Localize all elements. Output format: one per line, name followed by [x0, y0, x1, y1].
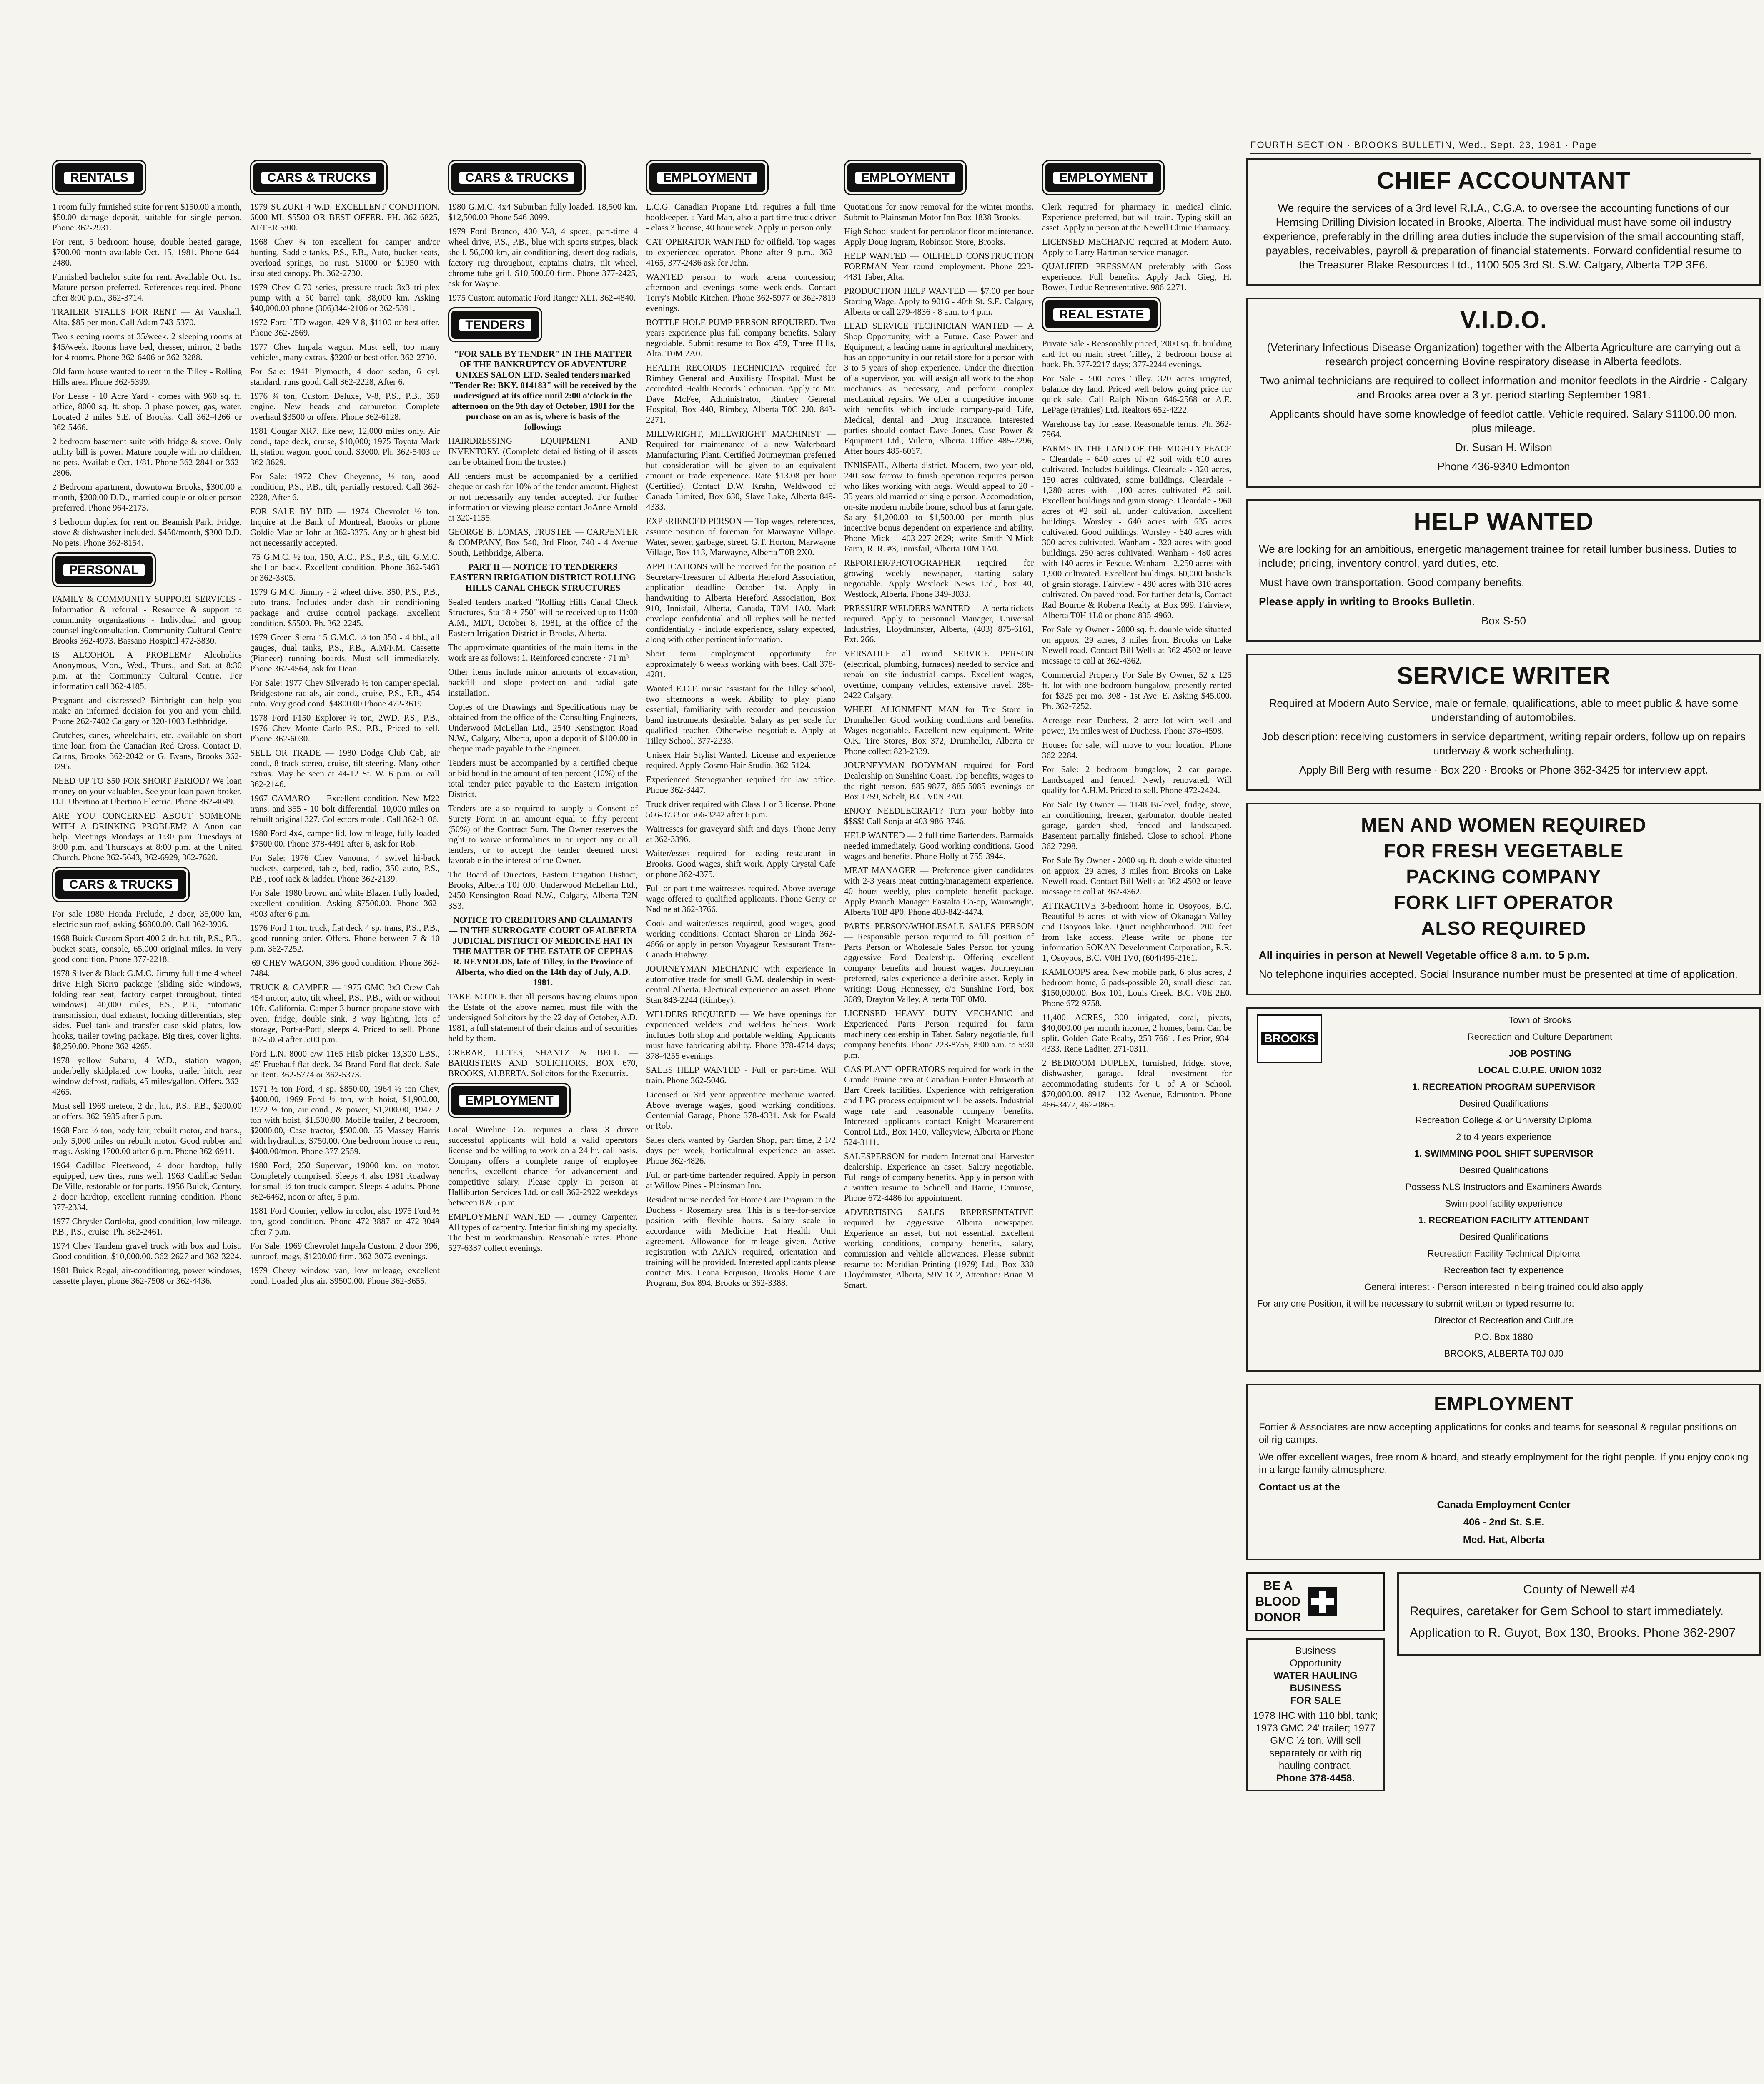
list-item: LEAD SERVICE TECHNICIAN WANTED — A Shop Opportunity, with a Future. Case Power and Equipment, a leading name in agricultural machinery, has an opportunity in our retail store for a person with 3 to 5 years of shop experience. Under the direction of a supervisor, you will assign all work to the shop mechanics as necessary, and perform complex mechanical repairs. We offer a competitive income with benefits which include company-paid Life, Medical, dental and Drug Insurance. Interested parties should contact Dave Jones, Case Power & Equipment Ltd., Vulcan, Alberta. Office 485-2296, After hours 485-6067. [844, 321, 1034, 456]
list-item: Commercial Property For Sale By Owner, 52 x 125 ft. lot with one bedroom bungalow, presently rented for $325 per mo. 308 - 1st Ave. E. Asking $45,000. Ph. 362-7252. [1042, 670, 1232, 711]
list-item: 1979 Chevy window van, low mileage, excellent cond. Loaded plus air. $9500.00. Phone 362-3655. [250, 1265, 440, 1286]
cars-ads [448, 202, 638, 303]
list-item: "FOR SALE BY TENDER" IN THE MATTER OF THE BANKRUPTCY OF ADVENTURE UNIXES SALON LTD. Sealed tenders marked "Tender Re: BKY. 014183" will be received by the undersigned at its office until 2:00 o'clock in the afternoon on the 9th day of October, 1981 for the purchase on an as is, where is basis of the following: [449, 349, 637, 432]
employment-ads [448, 1125, 638, 1253]
list-item: Waitresses for graveyard shift and days. Phone Jerry at 362-3396. [646, 824, 836, 844]
employment-heading: EMPLOYMENT [451, 1086, 567, 1115]
list-item: ADVERTISING SALES REPRESENTATIVE required by aggressive Alberta newspaper. Experience an asset, but not essential. Excellent working conditions, company benefits, salary, commission and vehicle allowances. Please submit resume to: Meridian Printing (1979) Ltd., Box 330 Lloydminster, Alberta, S9V 1C2, Attention: Brian M Smart. [844, 1207, 1034, 1290]
list-item: 1979 Ford Bronco, 400 V-8, 4 speed, part-time 4 wheel drive, P.S., P.B., blue with sports stripes, black shell. 56,000 km, air-conditioning, desert dog radials, factory rug throughout, captains chairs, tilt wheel, chrome tube grill. $10,500.00 firm. Phone 377-2425, ask for Wayne. [448, 226, 638, 288]
column-3 [448, 158, 638, 2084]
ad-title: EMPLOYMENT [1434, 1393, 1574, 1415]
list-item: 1976 Ford 1 ton truck, flat deck 4 sp. trans, P.S., P.B., good running order. Offers. Phone between 7 & 10 p.m. 362-7252. [250, 923, 440, 954]
list-item: Quotations for snow removal for the winter months. Submit to Plainsman Motor Inn Box 1838 Brooks. [844, 202, 1034, 222]
list-item: Tenders must be accompanied by a certified cheque or bid bond in the amount of ten percent (10%) of the total tender price payable to the Eastern Irrigation District. [448, 758, 638, 799]
cars-heading: CARS & TRUCKS [55, 870, 186, 899]
list-item: TAKE NOTICE that all persons having claims upon the Estate of the above named must file with the undersigned Solicitors by the 22 day of October, A.D. 1981, a full statement of their claims and of securities held by them. [448, 992, 638, 1043]
list-item: 1964 Cadillac Fleetwood, 4 door hardtop, fully equipped, new tires, runs well. 1963 Cadillac Sedan De Ville, restorable or for parts. 1956 Buick, Century, 2 door hardtop, excellent running condition. Phone 377-2334. [52, 1160, 242, 1212]
rentals-heading: RENTALS [55, 163, 143, 192]
list-item: Warehouse bay for lease. Reasonable terms. Ph. 362-7964. [1042, 419, 1232, 439]
list-item: SELL OR TRADE — 1980 Dodge Club Cab, air cond., 8 track stereo, cruise, tilt steering. Many other extras. May be seen at 44-12 St. W. 6 p.m. or call 362-2146. [250, 748, 440, 789]
ad-contact: Dr. Susan H. Wilson [1455, 441, 1552, 453]
list-item: GAS PLANT OPERATORS required for work in the Grande Prairie area at Canadian Hunter Elmworth at Barr Creek facilities. Experience with refrigeration and LPG process equipment will be assets. Industrial wage rate and reasonable company benefits. Interested applicants contact Knight Measurement Control Ltd., Box 1410, Valleyview, Alberta or Phone 524-3111. [844, 1064, 1034, 1147]
list-item: HEALTH RECORDS TECHNICIAN required for Rimbey General and Auxiliary Hospital. Must be accredited Health Records Technician. Apply to Mr. Dave McFee, Administrator, Rimbey General Hospital, Box 440, Rimbey, Alberta T0C 2J0. 843-2271. [646, 363, 836, 425]
list-item: Sealed tenders marked "Rolling Hills Canal Check Structures, Sta 18 + 750" will be received up to 11:00 A.M., MDT, October 8, 1981, at the office of the Eastern Irrigation District in Brooks, Alberta. [448, 597, 638, 638]
list-item: PART II — NOTICE TO TENDERERS EASTERN IRRIGATION DISTRICT ROLLING HILLS CANAL CHECK STRUCTURES [450, 562, 636, 593]
list-item: 1976 ¾ ton, Custom Deluxe, V-8, P.S., P.B., 350 engine. New heads and carburetor. Complete overhaul $3500 or offers. Phone 362-6128. [250, 391, 440, 422]
section-header [52, 160, 242, 195]
list-item: For Sale: 1980 brown and white Blazer. Fully loaded, excellent condition. Asking $7500.00. Phone 362-4903 after 6 p.m. [250, 888, 440, 919]
list-item: 1975 Custom automatic Ford Ranger XLT. 362-4840. [448, 293, 636, 303]
list-item: 1968 Ford ½ ton, body fair, rebuilt motor, and trans., only 5,000 miles on rebuilt motor. Good rubber and mags. Asking 1700.00 after 6 p.m. Phone 362-6911. [52, 1125, 242, 1156]
list-item: 1972 Ford LTD wagon, 429 V-8, $1100 or best offer. Phone 362-2569. [250, 317, 440, 338]
list-item: MILLWRIGHT, MILLWRIGHT MACHINIST — Required for maintenance of a new Waferboard Manufacturing Plant. Certified Journeyman preferred but consideration will be given to an equivalent amount or trade experience. Rate $13.08 per hour (Certified). Contact D.W. Krahn, Weldwood of Canada Limited, Box 630, Slave Lake, Alberta 849-4333. [646, 429, 836, 512]
list-item: Truck driver required with Class 1 or 3 license. Phone 566-3733 or 566-3242 after 6 p.m. [646, 799, 836, 819]
list-item: EMPLOYMENT WANTED — Journey Carpenter. All types of carpentry. Interior finishing my specialty. The best in workmanship. Reasonable rates. Phone 527-6337 collect evenings. [448, 1212, 638, 1253]
list-item: Unisex Hair Stylist Wanted. License and experience required. Apply Cosmo Hair Studio. 362-5124. [646, 750, 836, 770]
list-item: Cook and waiter/esses required, good wages, good working conditions. Contact Sharon or Linda 362-4666 or apply in person Voyageur Restaurant Trans-Canada Highway. [646, 918, 836, 959]
list-item: For Lease - 10 Acre Yard - comes with 960 sq. ft. office, 8000 sq. ft. shop. 3 phase power, gas, water. Located 2 miles S.E. of Brooks. Call 362-4266 or 362-5466. [52, 391, 242, 432]
list-item: APPLICATIONS will be received for the position of Secretary-Treasurer of Alberta Hereford Association, application deadline October 1st. Apply in handwriting to Alberta Hereford Association, Box 910, Innisfail, Alberta, Canada, T0M 1A0. Mark envelope confidential and all replies will be treated confidentially - include experience, salary expected, along with other pertinent information. [646, 561, 836, 644]
ad-title: V.I.D.O. [1460, 306, 1547, 333]
list-item: Short term employment opportunity for approximately 6 weeks working with bees. Call 378-4281. [646, 649, 836, 679]
list-item: All tenders must be accompanied by a certified cheque or cash for 10% of the tender amount. Highest or not necessarily any tender accepted. For further information or viewing please contact JoAnne Arnold at 320-1155. [448, 471, 638, 523]
list-item: VERSATILE all round SERVICE PERSON (electrical, plumbing, furnaces) needed to service and repair on site industrial camps. Excellent wages, overtime, company vehicles, extensive travel. 286-2422 Calgary. [844, 649, 1034, 700]
column-4 [646, 158, 836, 2084]
list-item: KAMLOOPS area. New mobile park, 6 plus acres, 2 bedroom home, 6 pads-possible 20, small diesel cat. $150,000.00. Box 101, Louis Creek, B.C. V0E 2E0. Phone 672-9758. [1042, 967, 1232, 1008]
list-item: Experienced Stenographer required for law office. Phone 362-3447. [646, 774, 836, 795]
column-6 [1042, 158, 1232, 2084]
list-item: 1978 Silver & Black G.M.C. Jimmy full time 4 wheel drive High Sierra package (sliding side windows, folding rear seat, factory carpet throughout, tinted windows). 40,000 miles, P.S., P.B., automatic transmission, dual exhaust, locking differentials, step sides. Fuel tank and transfer case skid plates, low hooks, trailer towing package. Big tires, cover lights. $8,250.00. Phone 362-4265. [52, 968, 242, 1051]
red-cross-icon [1308, 1587, 1337, 1616]
list-item: 1977 Chrysler Cordoba, good condition, low mileage. P.B., P.S., cruise. Ph. 362-2461. [52, 1216, 242, 1237]
list-item: GEORGE B. LOMAS, TRUSTEE — CARPENTER & COMPANY, Box 540, 3rd Floor, 740 - 4 Avenue South, Lethbridge, Alberta. [448, 527, 638, 558]
list-item: The approximate quantities of the main items in the work are as follows: 1. Reinforced concrete · 71 m³ [448, 642, 638, 663]
ad-body: Required at Modern Auto Service, male or female, qualifications, able to meet public & have some understanding of automobiles. [1269, 697, 1739, 724]
list-item: TRUCK & CAMPER — 1975 GMC 3x3 Crew Cab 454 motor, auto, tilt wheel, P.S., P.B., with or without 10ft. California. Camper 3 burner propane stove with oven, fridge, double sink, 3 way lighting, lots of storage, Port-a-Potti, sleeps 4. Priced to sell. Phone 362-5054 after 5:00 p.m. [250, 982, 440, 1045]
cars-ads [52, 909, 242, 1286]
list-item: For Sale - 500 acres Tilley. 320 acres irrigated, balance dry land. Priced well below going price for quick sale. Call Ralph Nixon 646-2568 or A.E. LePage (Prairies) Ltd. Realtors 652-4222. [1042, 373, 1232, 415]
ad-contact: Phone 436-9340 Edmonton [1437, 460, 1570, 473]
list-item: LICENSED HEAVY DUTY MECHANIC and Experienced Parts Person required for farm machinery dealership in Taber. Salary negotiable, full company benefits. Phone 223-8755, 8:00 a.m. to 5:30 p.m. [844, 1008, 1034, 1060]
list-item: 1979 Green Sierra 15 G.M.C. ½ ton 350 - 4 bbl., all gauges, dual tanks, P.S., P.B., A.M/F.M. Cassette (Pioneer) running boards. Must sell immediately. Phone 362-4564, ask for Dean. [250, 632, 440, 674]
ad-body: No telephone inquiries accepted. Social Insurance number must be presented at time of application. [1259, 968, 1738, 980]
list-item: For Sale By Owner - 2000 sq. ft. double wide situated on approx. 29 acres, 3 miles from Brooks on Lake Newell road. Contact Bill Wells at 362-4502 or leave message to call at 362-4362. [1042, 855, 1232, 897]
blood-donor-ad: BE A BLOOD DONOR [1246, 1572, 1385, 1631]
list-item: Furnished bachelor suite for rent. Available Oct. 1st. Mature person preferred. References required. Phone after 8:00 p.m., 362-3714. [52, 272, 242, 303]
list-item: 2 Bedroom apartment, downtown Brooks, $300.00 a month, $200.00 D.D., married couple or older person preferred. Phone 964-2173. [52, 482, 242, 513]
list-item: 1980 Ford, 250 Supervan, 19000 km. on motor. Completely comprised. Sleeps 4, also 1981 Roadway for small ½ ton truck camper. Sleeps 4 adults. Phone 362-6462, noon or after, 5 p.m. [250, 1160, 440, 1202]
list-item: BOTTLE HOLE PUMP PERSON REQUIRED. Two years experience plus full company benefits. Salary negotiable. Submit resume to Box 459, Three Hills, Alta. T0M 2A0. [646, 317, 836, 358]
list-item: CRERAR, LUTES, SHANTZ & BELL — BARRISTERS AND SOLICITORS, BOX 670, BROOKS, ALBERTA. Solicitors for the Executrix. [448, 1047, 638, 1078]
water-hauling-ad: Business Opportunity WATER HAULING BUSINESS FOR SALE 1978 IHC with 110 bbl. tank; 1973 GMC 24' trailer; 1977 GMC ½ ton. Will sell separately or with rig hauling contract. Phone 378-4458. [1246, 1638, 1385, 1791]
employment-ads [844, 202, 1034, 1290]
column-1 [52, 158, 242, 2084]
employment-ads [1042, 202, 1232, 293]
list-item: HELP WANTED — 2 full time Bartenders. Barmaids needed immediately. Good working conditions. Good wages and benefits. Phone Holly at 755-3944. [844, 830, 1034, 861]
list-item: Resident nurse needed for Home Care Program in the Duchess - Rosemary area. This is a fee-for-service position with flexible hours. Salary scale in accordance with Medicine Hat Health Unit agreement. Allowance for mileage given. Active registration with AARN required, orientation and training will be provided. Interested applicants please contact Mrs. Leona Ferguson, Brooks Home Care Program, Box 894, Brooks or 362-3388. [646, 1195, 836, 1288]
list-item: FOR SALE BY BID — 1974 Chevrolet ½ ton. Inquire at the Bank of Montreal, Brooks or phone Goldie Mae or John at 362-3375. Any or highest bid not necessarily accepted. [250, 506, 440, 548]
list-item: Sales clerk wanted by Garden Shop, part time, 2 1/2 days per week, horticultural experience an asset. Phone 362-4826. [646, 1135, 836, 1166]
list-item: Full or part-time bartender required. Apply in person at Willow Pines - Plainsman Inn. [646, 1170, 836, 1190]
list-item: NEED UP TO $50 FOR SHORT PERIOD? We loan money on your valuables. See your loan pawn broker. D.J. Ubertino at Ubertino Electric. Phone 362-4049. [52, 776, 242, 807]
list-item: Wanted E.O.F. music assistant for the Tilley school, two afternoons a week. Ability to play piano essential, familiarity with recorder and percussion band instruments desirable. Salary as per scale for qualified teacher. Otherwise negotiable. Apply at Tilley School, 377-2233. [646, 684, 836, 746]
cars-heading: CARS & TRUCKS [253, 163, 384, 192]
list-item: For rent, 5 bedroom house, double heated garage, $700.00 month available Oct. 15, 1981. Phone 644-2480. [52, 237, 242, 268]
service-writer-ad [1246, 654, 1761, 791]
list-item: For Sale: 1976 Chev Vanoura, 4 swivel hi-back buckets, carpeted, table, bed, radio, 350 auto, P.S., P.B., roof rack & ladder. Phone 362-2139. [250, 853, 440, 884]
list-item: EXPERIENCED PERSON — Top wages, references, assume position of foreman for Marwayne Village. Water, sewer, garbage, street. G.T. Horton, Marwayne Village, Box 113, Marwayne, Alberta T0B 2X0. [646, 516, 836, 557]
list-item: WHEEL ALIGNMENT MAN for Tire Store in Drumheller. Good working conditions and benefits. Wages negotiable. Excellent new equipment. Write O.K. Tire Stores, Box 372, Drumheller, Alberta or Phone collect 823-2339. [844, 704, 1034, 756]
list-item: 3 bedroom duplex for rent on Beamish Park. Fridge, stove & dishwasher included. $450/month, $300 D.D. No pets. Phone 362-8154. [52, 517, 242, 548]
list-item: 1 room fully furnished suite for rent $150.00 a month, $50.00 damage deposit, suitable for single person. Phone 362-2931. [52, 202, 242, 233]
list-item: For Sale: 1972 Chev Cheyenne, ½ ton, good condition, P.S., P.B., tilt, partially restored. Call 362-2228, After 6. [250, 471, 440, 502]
list-item: For Sale by Owner - 2000 sq. ft. double wide situated on approx. 29 acres, 3 miles from Brooks on Lake Newell road. Contact Bill Wells at 362-4502 or leave message to call at 362-4362. [1042, 624, 1232, 666]
ad-body: Must have own transportation. Good company benefits. [1259, 576, 1525, 589]
list-item: Old farm house wanted to rent in the Tilley - Rolling Hills area. Phone 362-5399. [52, 366, 242, 387]
ad-title: MEN AND WOMEN REQUIRED FOR FRESH VEGETABLE PACKING COMPANY FORK LIFT OPERATOR ALSO REQUIRED [1361, 814, 1646, 939]
list-item: 2 BEDROOM DUPLEX, furnished, fridge, stove, dishwasher, garage. Ideal investment for accommodating students for U of A or School. $70,000.00. 8917 - 132 Avenue, Edmonton. Phone 466-3477, 462-0865. [1042, 1058, 1232, 1110]
ad-title: HELP WANTED [1413, 508, 1594, 535]
brooks-logo: BROOKS [1257, 1014, 1322, 1063]
list-item: 1980 Ford 4x4, camper lid, low mileage, fully loaded $7500.00. Phone 378-4491 after 6, ask for Rob. [250, 828, 440, 849]
packing-company-ad [1246, 803, 1761, 995]
display-ads-column [1246, 158, 1761, 2084]
employment-heading: EMPLOYMENT [1045, 163, 1161, 192]
list-item: Clerk required for pharmacy in medical clinic. Experience preferred, but will train. Typing skill an asset. Apply in person at the Newell Clinic Pharmacy. [1042, 202, 1232, 233]
cars-heading: CARS & TRUCKS [451, 163, 582, 192]
list-item: The Board of Directors, Eastern Irrigation District, Brooks, Alberta T0J 0J0. Underwood McLellan Ltd., 2450 Kensington Road N.W., Calgary, Alberta T2N 3S3. [448, 869, 638, 911]
tenders-heading: TENDERS [451, 311, 539, 339]
ad-body: Job description: receiving customers in service department, writing repair orders, follow up on repairs underway & work scheduling. [1262, 730, 1746, 757]
list-item: 1979 SUZUKI 4 W.D. EXCELLENT CONDITION. 6000 MI. $5500 OR BEST OFFER. PH. 362-6825, AFTER 5:00. [250, 202, 440, 233]
help-wanted-ad [1246, 499, 1761, 642]
county-of-newell-ad: County of Newell #4 Requires, caretaker for Gem School to start immediately. Application to R. Guyot, Box 130, Brooks. Phone 362-2907 [1397, 1572, 1761, 1656]
list-item: Ford L.N. 8000 c/w 1165 Hiab picker 13,300 LBS., 45' Fruehauf flat deck. 34 Brand Ford flat deck. Sale or Rent. 362-5774 or 362-5373. [250, 1049, 440, 1080]
rentals-ads [52, 202, 242, 548]
list-item: '69 CHEV WAGON, 396 good condition. Phone 362-7484. [250, 958, 440, 978]
list-item: ENJOY NEEDLECRAFT? Turn your hobby into $$$$! Call Sonja at 403-986-3746. [844, 806, 1034, 826]
list-item: 1980 G.M.C. 4x4 Suburban fully loaded. 18,500 km. $12,500.00 Phone 546-3099. [448, 202, 638, 222]
list-item: 1981 Cougar XR7, like new, 12,000 miles only. Air cond., tape deck, cruise, $10,000; 1975 Toyota Mark II, station wagon, good cond. $3000. Ph. 362-5403 or 362-3629. [250, 426, 440, 467]
list-item: HAIRDRESSING EQUIPMENT AND INVENTORY. (Complete detailed listing of il assets can be obtained from the trustee.) [448, 436, 638, 467]
list-item: WANTED person to work arena concession; afternoon and evenings some week-ends. Contact Terry's Mobile Kitchen. Phone 362-5977 or 362-7819 evenings. [646, 272, 836, 313]
list-item: '75 G.M.C. ½ ton, 150, A.C., P.S., P.B., tilt, G.M.C. shell on back. Excellent condition. Phone 362-5463 or 362-3305. [250, 552, 440, 583]
list-item: Two sleeping rooms at 35/week. 2 sleeping rooms at $45/week. Rooms have bed, dresser, mirror, 2 baths for 4 rooms. Phone 362-6406 or 362-3288. [52, 331, 242, 362]
chief-accountant-ad [1246, 158, 1761, 286]
list-item: ARE YOU CONCERNED ABOUT SOMEONE WITH A DRINKING PROBLEM? Al-Anon can help. Meetings Mondays at 1:30 p.m. Tuesdays at 8:00 p.m. and Thursdays at 8:00 p.m. at the United Church. Phone 362-5643, 362-6929, 362-7620. [52, 811, 242, 862]
list-item: JOURNEYMAN BODYMAN required for Ford Dealership on Sunshine Coast. Top benefits, wages to the right person. 885-9877, 885-5085 evenings or Box 1759, Schelt, B.C. V0N 3A0. [844, 760, 1034, 802]
list-item: 1967 CAMARO — Excellent condition. New M22 trans. and 355 - 10 bolt differential. 10,000 miles on rebuilt original 327. Collectors model. Call 362-3106. [250, 793, 440, 824]
list-item: Full or part time waitresses required. Above average wage offered to qualified applicants. Phone Gerry or Nadine at 362-3766. [646, 883, 836, 914]
list-item: WELDERS REQUIRED — We have openings for experienced welders and welders helpers. Work includes both shop and portable welding. Applicants must have fabricating ability. Phone 378-4714 days; 378-4255 evenings. [646, 1009, 836, 1061]
list-item: 1981 Buick Regal, air-conditioning, power windows, cassette player, phone 362-7508 or 362-4436. [52, 1265, 242, 1286]
personal-heading: PERSONAL [55, 556, 153, 584]
list-item: QUALIFIED PRESSMAN preferably with Goss experience. Full benefits. Apply Jack Gieg, H. Bowes, Leduc Representative. 986-2271. [1042, 261, 1232, 292]
list-item: High School student for percolator floor maintenance. Apply Doug Ingram, Robinson Store, Brooks. [844, 226, 1034, 247]
list-item: Acreage near Duchess, 2 acre lot with well and power, 1½ miles west of Duchess. Phone 378-4598. [1042, 715, 1232, 736]
employment-ads [646, 202, 836, 1288]
list-item: LICENSED MECHANIC required at Modern Auto. Apply to Larry Hartman service manager. [1042, 237, 1232, 257]
list-item: For Sale: 1977 Chev Silverado ½ ton camper special. Bridgestone radials, air cond., cruise, P.S., P.B., 454 auto. Very good cond. $4800.00 Phone 472-3619. [250, 678, 440, 709]
tenders-ads [448, 349, 638, 1079]
list-item: Local Wireline Co. requires a class 3 driver successful applicants will hold a valid operators license and be willing to work on a 24 hr. call basis. Company offers a complete range of employee benefits, excellent chance for advancement and competitive salary. Please apply in person at Halliburton Services Ltd. or call 362-2922 weekdays between 8 & 5 p.m. [448, 1125, 638, 1207]
list-item: Private Sale - Reasonably priced, 2000 sq. ft. building and lot on main street Tilley, 2 bedroom house at back. Ph. 377-2217 days; 377-2244 evenings. [1042, 338, 1232, 369]
list-item: IS ALCOHOL A PROBLEM? Alcoholics Anonymous, Mon., Wed., Thurs., and Sat. at 8:30 p.m. at the Community Cultural Centre. For information call 362-4185. [52, 650, 242, 691]
list-item: MEAT MANAGER — Preference given candidates with 2-3 years meat cutting/management experience. 40 hours weekly, plus complete benefit package. Apply Branch Manager Eastalta Co-op, Wainwright, Alberta T0B 4P0. Phone 403-842-4474. [844, 865, 1034, 917]
list-item: 1978 Ford F150 Explorer ½ ton, 2WD, P.S., P.B., 1976 Chev Monte Carlo P.S., P.B., Priced to sell. Phone 362-6030. [250, 713, 440, 744]
list-item: PARTS PERSON/WHOLESALE SALES PERSON — Responsible person required to fill position of Parts Person or Wholesale Sales Person for young aggressive Ford Dealership. Offering excellent company benefits and honest wages. Journeyman preferred, sales experience a definite asset. Reply in writing: Doug Hennessey, c/o Sunshine Ford, box 3089, Drayton Valley, Alberta T0E 0M0. [844, 921, 1034, 1004]
list-item: 1977 Chev Impala wagon. Must sell, too many vehicles, many extras. $3200 or best offer. 362-2730. [250, 342, 440, 362]
column-2 [250, 158, 440, 2084]
list-item: 11,400 ACRES, 300 irrigated, coral, pivots, $40,000.00 per month income, 2 homes, barn. Can be split. Golden Gate Realty, 253-7661. Les Prior, 934-4333. Rene Laditer, 271-0311. [1042, 1012, 1232, 1054]
ad-title: CHIEF ACCOUNTANT [1377, 167, 1631, 194]
town-of-brooks-ad: BROOKS Town of Brooks Recreation and Culture Department JOB POSTING LOCAL C.U.P.E. UNION 1032 1. RECREATION PROGRAM SUPERVISOR Desired Qualifications Recreation College & or University Diploma 2 to 4 years experience 1. SWIMMING POOL SHIFT SUPERVISOR Desired Qualifications Possess NLS Instructors and Examiners Awards Swim pool facility experience 1. RECREATION FACILITY ATTENDANT Desired Qualifications Recreation Facility Technical Diploma Recreation facility experience General interest · Person interested in being trained could also apply For any one Position, it will be necessary to submit written or typed resume to: Director of Recreation and Culture P.O. Box 1880 BROOKS, ALBERTA T0J 0J0 [1246, 1007, 1761, 1372]
employment-heading: EMPLOYMENT [649, 163, 765, 192]
list-item: 1981 Ford Courier, yellow in color, also 1975 Ford ½ ton, good condition. Phone 472-3887 or 472-3049 after 7 p.m. [250, 1206, 440, 1237]
ad-body: We are looking for an ambitious, energetic management trainee for retail lumber business. Duties to include; pricing, inventory control, yard duties, etc. [1259, 543, 1737, 569]
list-item: Tenders are also required to supply a Consent of Surety Form in an amount equal to fifty percent (50%) of the Contract Sum. The Owner reserves the right to waive informalities in or reject any or all tenders, or to accept the tender deemed most favorable in the interest of the Owner. [448, 803, 638, 865]
list-item: For Sale: 2 bedroom bungalow, 2 car garage. Landscaped and fenced. Newly renovated. Will qualify for A.H.M. Priced to sell. Phone 472-2424. [1042, 764, 1232, 795]
ad-body: Applicants should have some knowledge of feedlot cattle. Vehicle required. Salary $1100.00 mon. plus mileage. [1270, 408, 1738, 434]
list-item: Pregnant and distressed? Birthright can help you make an informed decision for you and your child. Phone 262-7402 Calgary or 320-1003 Lethbridge. [52, 695, 242, 726]
list-item: FAMILY & COMMUNITY SUPPORT SERVICES - Information & referral - Resource & support to community organizations - Individual and group counselling/consultation. Community Cultural Centre Brooks 362-4973. Bassano Hospital 472-3830. [52, 594, 242, 646]
list-item: Other items include minor amounts of excavation, backfill and slope protection and radial gate installation. [448, 667, 638, 698]
real-estate-ads [1042, 338, 1232, 1110]
column-5 [844, 158, 1034, 2084]
list-item: PRESSURE WELDERS WANTED — Alberta tickets required. Apply to personnel Manager, Universal Industries, Lloydminster, Alberta, (403) 875-6161, Ext. 266. [844, 603, 1034, 644]
list-item: SALESPERSON for modern International Harvester dealership. Experience an asset. Salary negotiable. Full range of company benefits. Apply in person with a written resume to Schnell and Barrie, Camrose, Phone 672-4486 for appointment. [844, 1151, 1034, 1203]
list-item: 1979 Chev C-70 series, pressure truck 3x3 tri-plex pump with a 50 barrel tank. 38,000 km. Asking $40,000.00 phone (306)344-2106 or 362-5391. [250, 282, 440, 313]
list-item: FARMS IN THE LAND OF THE MIGHTY PEACE - Cleardale - 640 acres of #2 soil with 610 acres cultivated. Includes buildings. Cleardale - 320 acres, 150 acres cultivated, some buildings. Cleardale - 1,280 acres with 1,100 acres cultivated #2 soil. Excellent buildings and grain storage. Cleardale - 960 acres of #2 soil all under cultivation. Excellent buildings. Worsley - 640 acres with 635 acres cultivated. Good buildings. Worsley - 640 acres with 300 acres cultivated. Wanham - 320 acres with good buildings. 250 acres cultivated. Wanham - 480 acres with 140 acres in Fescue. Wanham - 2,250 acres with 1,900 cultivated. Excellent buildings. 60,000 bushels of grain storage. Fairview - 480 acres with 310 acres cultivated. On paved road. For further details, Contact Rad Bourne & Roberta Realty at Box 999, Fairview, Alberta T0H 1L0 or phone 835-4960. [1042, 443, 1232, 620]
bottom-ads-row [1246, 1572, 1761, 1803]
list-item: SALES HELP WANTED - Full or part-time. Will train. Phone 362-5046. [646, 1065, 836, 1085]
list-item: TRAILER STALLS FOR RENT — At Vauxhall, Alta. $85 per mon. Call Adam 743-5370. [52, 307, 242, 327]
employment-heading: EMPLOYMENT [847, 163, 963, 192]
list-item: NOTICE TO CREDITORS AND CLAIMANTS — IN THE SURROGATE COURT OF ALBERTA JUDICIAL DISTRICT OF MEDICINE HAT IN THE MATTER OF THE ESTATE OF CEPHAS R. REYNOLDS, late of Tilley, in the Province of Alberta, who died on the 14th day of July, A.D. 1981. [449, 915, 637, 987]
list-item: Waiter/esses required for leading restaurant in Brooks. Good wages, shift work. Apply Crystal Cafe or phone 362-4375. [646, 848, 836, 879]
ad-body: (Veterinary Infectious Disease Organization) together with the Alberta Agriculture are carrying out a research project concerning Bovine respiratory disease in Alberta feedlots. [1267, 341, 1741, 368]
list-item: INNISFAIL, Alberta district. Modern, two year old, 240 sow farrow to finish operation requires person who likes working with hogs. Would appeal to 20 - 35 years old married or single person. Accomodation, on-site modern mobile home, school bus at farm gate. Salary $1,200.00 to $1,500.00 per month plus incentive bonus dependent on experience and ability. Phone Mick 1-403-227-2629; write Smith-N-Mick Farm, R. R. #3, Innisfail, Alberta T0M 1A0. [844, 460, 1034, 554]
ad-body: Two animal technicians are required to collect information and monitor feedlots in the Airdrie - Calgary and Brooks area over a 3 yr. period starting September 1981. [1260, 374, 1748, 401]
page-folio: FOURTH SECTION · BROOKS BULLETIN, Wed., Sept. 23, 1981 · Page [1250, 140, 1751, 154]
list-item: JOURNEYMAN MECHANIC with experience in automotive trade for small G.M. dealership in west-central Alberta. Electrical experience an asset. Phone Stan 843-2244 (Rimbey). [646, 964, 836, 1005]
list-item: Copies of the Drawings and Specifications may be obtained from the office of the Consulting Engineers, Underwood McLellan Ltd., 2540 Kensington Road N.W., Calgary, Alberta, upon a deposit of $100.00 in cheque made payable to the Engineer. [448, 702, 638, 754]
list-item: Must sell 1969 meteor, 2 dr., h.t., P.S., P.B., $200.00 or offers. 362-5935 after 5 p.m. [52, 1101, 242, 1121]
cars-ads [250, 202, 440, 1286]
fortier-employment-ad: EMPLOYMENT Fortier & Associates are now accepting applications for cooks and teams for seasonal & regular positions on oil rig camps. We offer excellent wages, free room & board, and steady employment for the right people. If you enjoy cooking in a large family atmosphere. Contact us at the Canada Employment Center 406 - 2nd St. S.E. Med. Hat, Alberta [1246, 1384, 1761, 1560]
list-item: L.C.G. Canadian Propane Ltd. requires a full time bookkeeper. a Yard Man, also a part time truck driver - class 3 license, 40 hour week. Apply in person only. [646, 202, 836, 233]
list-item: 1979 G.M.C. Jimmy - 2 wheel drive, 350, P.S., P.B., auto trans. Includes under dash air conditioning package and cruise control package. Excellent condition. $5500. Ph. 362-2245. [250, 587, 440, 628]
list-item: 1968 Chev ¾ ton excellent for camper and/or hunting. Saddle tanks, P.S., P.B., Auto, bucket seats, overload springs, no rust. $1000 or $1950 with insulated canopy. Ph. 362-2730. [250, 237, 440, 278]
list-item: Crutches, canes, wheelchairs, etc. available on short time loan from the Canadian Red Cross. Contact D. Cairns, Brooks 362-2042 or G. Evans, Brooks 362-3295. [52, 730, 242, 771]
list-item: Houses for sale, will move to your location. Phone 362-2284. [1042, 740, 1232, 760]
personal-ads [52, 594, 242, 863]
list-item: PRODUCTION HELP WANTED — $7.00 per hour Starting Wage. Apply to 9016 - 40th St. S.E. Calgary, Alberta or call 279-4836 - 8 a.m. to 4 p.m. [844, 286, 1034, 317]
list-item: For Sale: 1969 Chevrolet Impala Custom, 2 door 396, sunroof, mags, $1200.00 firm. 362-3072 evenings. [250, 1241, 440, 1261]
list-item: 2 bedroom basement suite with fridge & stove. Only utility bill is power. Mature couple with no children, no pets. Available Oct. 1/81. Phone 362-2841 or 362-2806. [52, 436, 242, 478]
list-item: For Sale: 1941 Plymouth, 4 door sedan, 6 cyl. standard, runs good. Call 362-2228, After 6. [250, 366, 440, 387]
list-item: ATTRACTIVE 3-bedroom home in Osoyoos, B.C. Beautiful ½ acres lot with view of Okanagan Valley and Osoyoos lake. Quiet neighbourhood. 200 feet from lake access. Please write or phone for information SOKAN Development Corporation, R.R. 1, Osoyoos, B.C. V0H 1V0, (604)495-2161. [1042, 901, 1232, 963]
real-estate-heading: REAL ESTATE [1045, 300, 1158, 328]
ad-body: We require the services of a 3rd level R.I.A., C.G.A. to oversee the accounting functions of our Hemsing Drilling Division located in Brooks, Alberta. The individual must have some oil industry experience, preferably in the drilling area duties include the supervision of the small accounting staff, payables, receivables, payroll & preparation of financial statements. Forward confidential resume to the Treasurer Blake Resources Ltd., 1100 505 3rd St. S.W. Calgary, Alberta T2P 3E6. [1263, 202, 1744, 271]
ad-box-number: Box S-50 [1481, 614, 1526, 627]
list-item: 1974 Chev Tandem gravel truck with box and hoist. Good condition. $10,000.00. 362-2627 and 362-3224. [52, 1241, 242, 1261]
ad-body: Please apply in writing to Brooks Bulletin. [1259, 595, 1475, 608]
list-item: For sale 1980 Honda Prelude, 2 door, 35,000 km, electric sun roof, asking $6800.00. Call 362-3906. [52, 909, 242, 929]
vido-ad [1246, 298, 1761, 488]
list-item: 1971 ½ ton Ford, 4 sp. $850.00, 1964 ½ ton Chev, $400.00, 1969 Ford ½ ton, with hoist, $1,900.00, 1972 ½ ton, air cond., & power, $1,200.00, 1947 2 ton with hoist, $1,500.00. Mobile trailer, 2 bedroom, $2000.00, Case tractor, $500.00. 55 Massey Harris with hydraulics, $750.00. One bedroom house to rent, $400.00/mon. Phone 377-2559. [250, 1084, 440, 1156]
list-item: Licensed or 3rd year apprentice mechanic wanted. Above average wages, good working conditions. Centennial Garage, Phone 378-4331. Ask for Ewald or Rob. [646, 1090, 836, 1131]
ad-title: SERVICE WRITER [1397, 662, 1611, 689]
list-item: 1968 Buick Custom Sport 400 2 dr. h.t. tilt, P.S., P.B., bucket seats, console, 65,000 original miles. In very good condition. Phone 377-2218. [52, 933, 242, 964]
list-item: 1978 yellow Subaru, 4 W.D., station wagon, underbelly skidplated tow hooks, trailer hitch, rear window defrost, radials, 45 miles/gallon. Offers. 362-4265. [52, 1055, 242, 1097]
ad-body: Apply Bill Berg with resume · Box 220 · Brooks or Phone 362-3425 for interview appt. [1299, 764, 1709, 776]
list-item: REPORTER/PHOTOGRAPHER required for growing weekly newspaper, starting salary negotiable. Apply Westlock News Ltd., box 40, Westlock, Alberta. Phone 349-3033. [844, 558, 1034, 599]
list-item: HELP WANTED — OILFIELD CONSTRUCTION FOREMAN Year round employment. Phone 223-4431 Taber, Alta. [844, 251, 1034, 282]
ad-body: All inquiries in person at Newell Vegetable office 8 a.m. to 5 p.m. [1259, 949, 1590, 961]
list-item: For Sale By Owner — 1148 Bi-level, fridge, stove, air conditioning, freezer, garburator, double heated garage, garden shed, fenced and landscaped. Basement partially finished. Close to school. Phone 362-7298. [1042, 799, 1232, 851]
list-item: CAT OPERATOR WANTED for oilfield. Top wages to experienced operator. Phone after 9 p.m., 362-4165, 377-2436 ask for John. [646, 237, 836, 268]
